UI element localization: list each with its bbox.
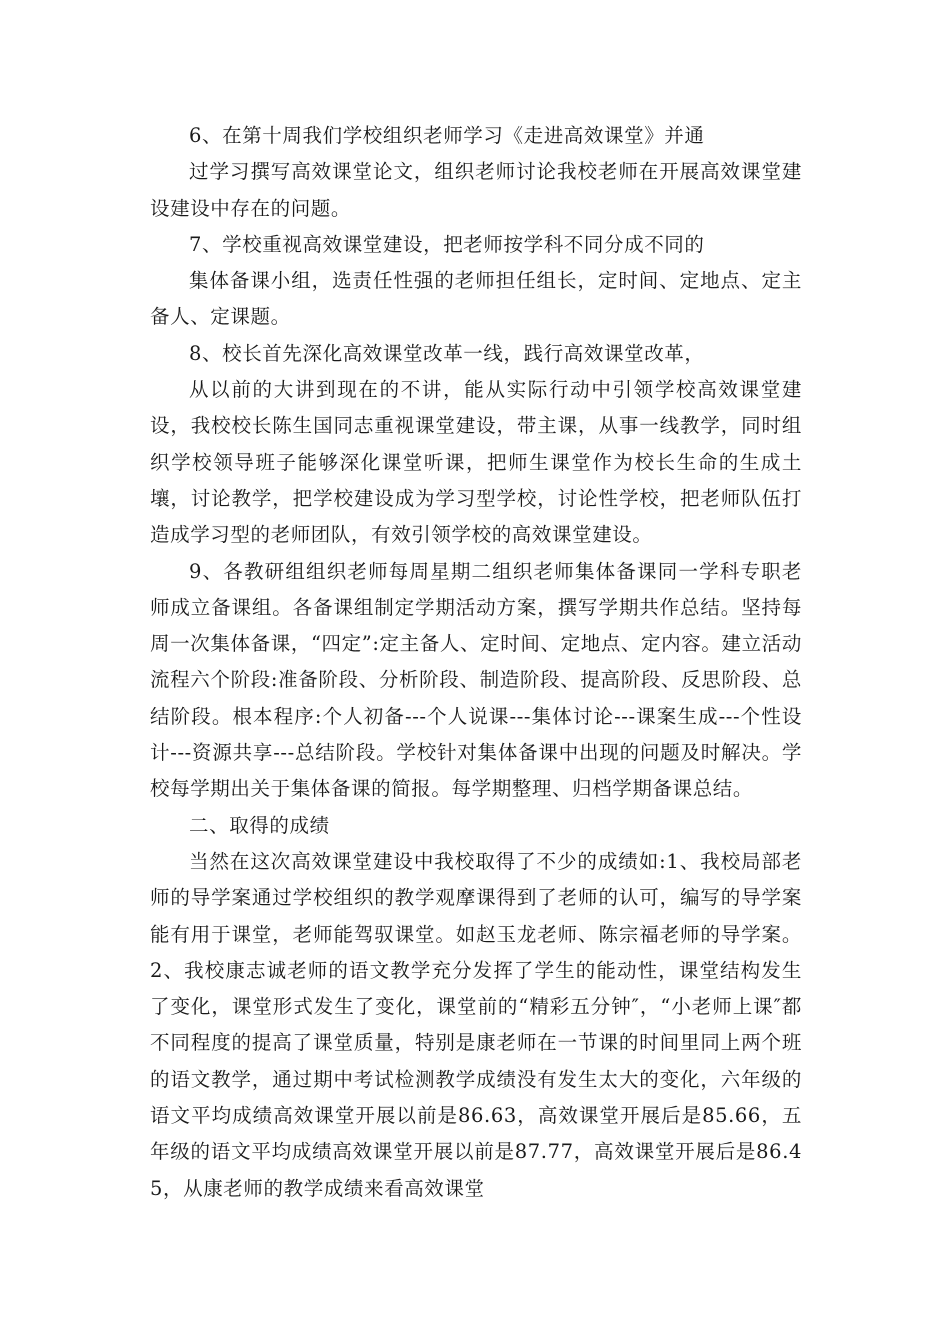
paragraph-achievements: 当然在这次高效课堂建设中我校取得了不少的成绩如:1、我校局部老师的导学案通过学校组织的教学观摩课得到了老师的认可，编写的导学案能有用于课堂，老师能驾驭课堂。如赵玉龙老师、陈宗福老师的导学案。2、我校康志诚老师的语文教学充分发挥了学生的能动性，课堂结构发生了变化，课堂形式发生了变化，课堂前的“精彩五分钟″，“小老师上课″都不同程度的提高了课堂质量，特别是康老师在一节课的时间里同上两个班的语文教学，通过期中考试检测教学成绩没有发生太大的变化，六年级的语文平均成绩高效课堂开展以前是86.63，高效课堂开展后是85.66，五年级的语文平均成绩高效课堂开展以前是87.77，高效课堂开展后是86.45，从康老师的教学成绩来看高效课堂: [150, 849, 802, 1200]
paragraph-item-7-continued: 集体备课小组，选责任性强的老师担任组长，定时间、定地点、定主备人、定课题。: [150, 269, 802, 329]
paragraph-item-7: 7、学校重视高效课堂建设，把老师按学科不同分成不同的: [189, 232, 705, 256]
paragraph-item-8: 8、校长首先深化高效课堂改革一线，践行高效课堂改革，: [189, 341, 705, 365]
paragraph-item-6-continued: 过学习撰写高效课堂论文，组织老师讨论我校老师在开展高效课堂建设建设中存在的问题。: [150, 160, 802, 220]
paragraph-item-6: 6、在第十周我们学校组织老师学习《走进高效课堂》并通: [189, 124, 705, 147]
paragraph-item-8-continued: 从以前的大讲到现在的不讲，能从实际行动中引领学校高效课堂建设，我校校长陈生国同志重视课堂建设，带主课，从事一线教学，同时组织学校领导班子能够深化课堂听课，把师生课堂作为校长生命的生成土壤，讨论教学，把学校建设成为学习型学校，讨论性学校，把老师队伍打造成学习型的老师团队，有效引领学校的高效课堂建设。: [150, 378, 802, 547]
section-heading-achievements: 二、取得的成绩: [189, 813, 330, 837]
document-page: [150, 118, 802, 1207]
paragraph-item-9: 9、各教研组组织老师每周星期二组织老师集体备课同一学科专职老师成立备课组。各备课组制定学期活动方案，撰写学期共作总结。坚持每周一次集体备课，“四定”:定主备人、定时间、定地点、定内容。建立活动流程六个阶段:准备阶段、分析阶段、制造阶段、提高阶段、反思阶段、总结阶段。根本程序:个人初备---个人说课---集体讨论---课案生成---个性设计---资源共享---总结阶段。学校针对集体备课中出现的问题及时解决。学校每学期出关于集体备课的简报。每学期整理、归档学期备课总结。: [150, 559, 802, 801]
